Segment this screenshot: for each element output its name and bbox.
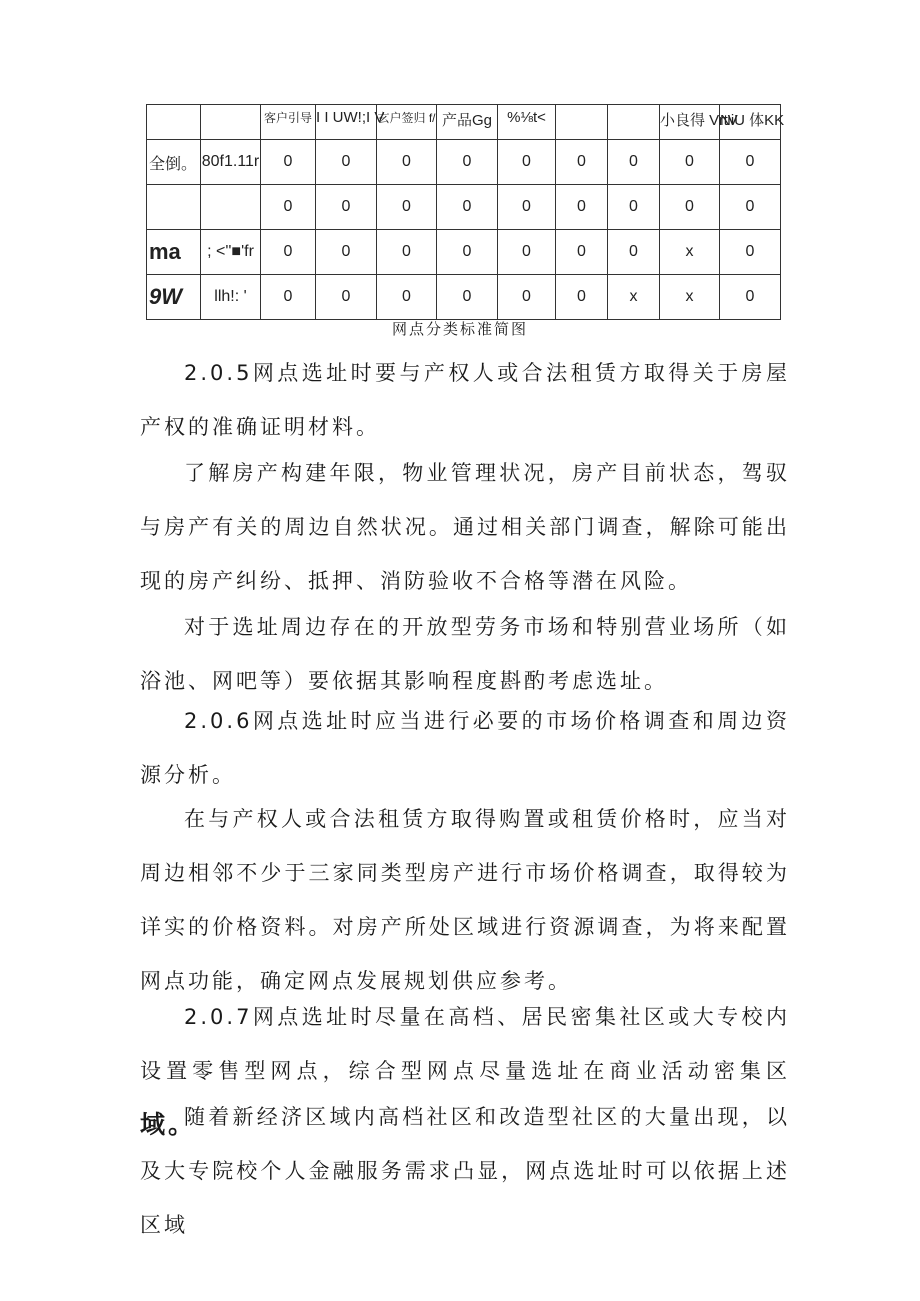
header-cell: 产品Gg bbox=[437, 105, 498, 140]
table-cell: 0 bbox=[660, 140, 720, 185]
table-cell: 0 bbox=[608, 185, 660, 230]
table-cell: 0 bbox=[316, 275, 377, 320]
paragraph-2-0-7-last-char: 域。 bbox=[140, 1110, 197, 1139]
paragraph-price-survey: 在与产权人或合法租赁方取得购置或租赁价格时，应当对周边相邻不少于三家同类型房产进行市场价格调查，取得较为详实的价格资料。对房产所处区域进行资源调查，为将来配置网点功能，确定网点发展规划供应参考。 bbox=[140, 807, 790, 993]
table-cell: 0 bbox=[261, 185, 316, 230]
table-cell: 0 bbox=[556, 230, 608, 275]
table-cell: 0 bbox=[498, 185, 556, 230]
table-cell: 0 bbox=[261, 140, 316, 185]
row-code bbox=[201, 185, 261, 230]
header-cell bbox=[147, 105, 201, 140]
row-code: 80f1.11r bbox=[201, 140, 261, 185]
table-cell: 0 bbox=[498, 230, 556, 275]
header-cell: 客户引导 bbox=[261, 105, 316, 140]
table-cell: 0 bbox=[437, 230, 498, 275]
table-cell: 0 bbox=[377, 275, 437, 320]
paragraph-surroundings: 对于选址周边存在的开放型劳务市场和特别营业场所（如浴池、网吧等）要依据其影响程度斟酌考虑选址。 bbox=[140, 615, 790, 693]
table-cell: 0 bbox=[608, 230, 660, 275]
table-cell: 0 bbox=[261, 230, 316, 275]
table-cell: 0 bbox=[377, 230, 437, 275]
table-cell: 0 bbox=[660, 185, 720, 230]
paragraph-new-districts: 随着新经济区域内高档社区和改造型社区的大量出现，以及大专院校个人金融服务需求凸显，网点选址时可以依据上述区域 bbox=[140, 1105, 790, 1237]
table-cell: 0 bbox=[556, 275, 608, 320]
table-cell: 0 bbox=[437, 275, 498, 320]
row-code: llh!: ' bbox=[201, 275, 261, 320]
table-caption: 网点分类标准简图 bbox=[391, 320, 528, 338]
table-cell: x bbox=[660, 230, 720, 275]
table-cell: 0 bbox=[261, 275, 316, 320]
header-cell bbox=[608, 105, 660, 140]
classification-table bbox=[146, 104, 785, 320]
table-cell: 0 bbox=[498, 140, 556, 185]
table-cell: 0 bbox=[377, 140, 437, 185]
table-cell: 0 bbox=[720, 230, 781, 275]
table-row bbox=[147, 140, 781, 185]
table-header-row bbox=[147, 105, 781, 140]
row-code: ; <''■'fr bbox=[201, 230, 261, 275]
table-cell: 0 bbox=[720, 185, 781, 230]
table-row bbox=[147, 275, 781, 320]
row-label bbox=[147, 185, 201, 230]
table-cell: x bbox=[660, 275, 720, 320]
header-cell: 小良得 VrtV bbox=[660, 105, 720, 140]
table-cell: 0 bbox=[437, 140, 498, 185]
table-cell: x bbox=[608, 275, 660, 320]
table-cell: 0 bbox=[498, 275, 556, 320]
header-cell bbox=[201, 105, 261, 140]
table-cell: 0 bbox=[316, 140, 377, 185]
table-cell: 0 bbox=[720, 140, 781, 185]
table-cell: 0 bbox=[720, 275, 781, 320]
table-cell: 0 bbox=[377, 185, 437, 230]
table-cell: 0 bbox=[437, 185, 498, 230]
paragraph-2-0-7-text: 2.0.7网点选址时尽量在高档、居民密集社区或大专校内设置零售型网点，综合型网点尽量选址在商业活动密集区 bbox=[140, 1005, 790, 1083]
row-label: 9W bbox=[147, 275, 201, 320]
table-cell: 0 bbox=[316, 230, 377, 275]
table-cell: 0 bbox=[316, 185, 377, 230]
paragraph-2-0-5: 2.0.5网点选址时要与产权人或合法租赁方取得关于房屋产权的准确证明材料。 bbox=[140, 361, 790, 439]
paragraph-2-0-6: 2.0.6网点选址时应当进行必要的市场价格调查和周边资源分析。 bbox=[140, 709, 790, 787]
header-cell bbox=[556, 105, 608, 140]
table-row bbox=[147, 185, 781, 230]
header-cell: I I UW!;I V bbox=[316, 105, 377, 140]
table-cell: 0 bbox=[556, 185, 608, 230]
row-label: 全倒。 bbox=[147, 140, 201, 185]
header-cell: %⅛t< bbox=[498, 105, 556, 140]
table-cell: 0 bbox=[556, 140, 608, 185]
table-row bbox=[147, 230, 781, 275]
table-cell: 0 bbox=[608, 140, 660, 185]
row-label: ma bbox=[147, 230, 201, 275]
paragraph-property-check: 了解房产构建年限，物业管理状况，房产目前状态，驾驭与房产有关的周边自然状况。通过相关部门调查，解除可能出现的房产纠纷、抵押、消防验收不合格等潜在风险。 bbox=[140, 461, 790, 593]
header-cell: NiU 体KK bbox=[720, 105, 781, 140]
header-cell: 玄户签归 f/ bbox=[377, 105, 437, 140]
